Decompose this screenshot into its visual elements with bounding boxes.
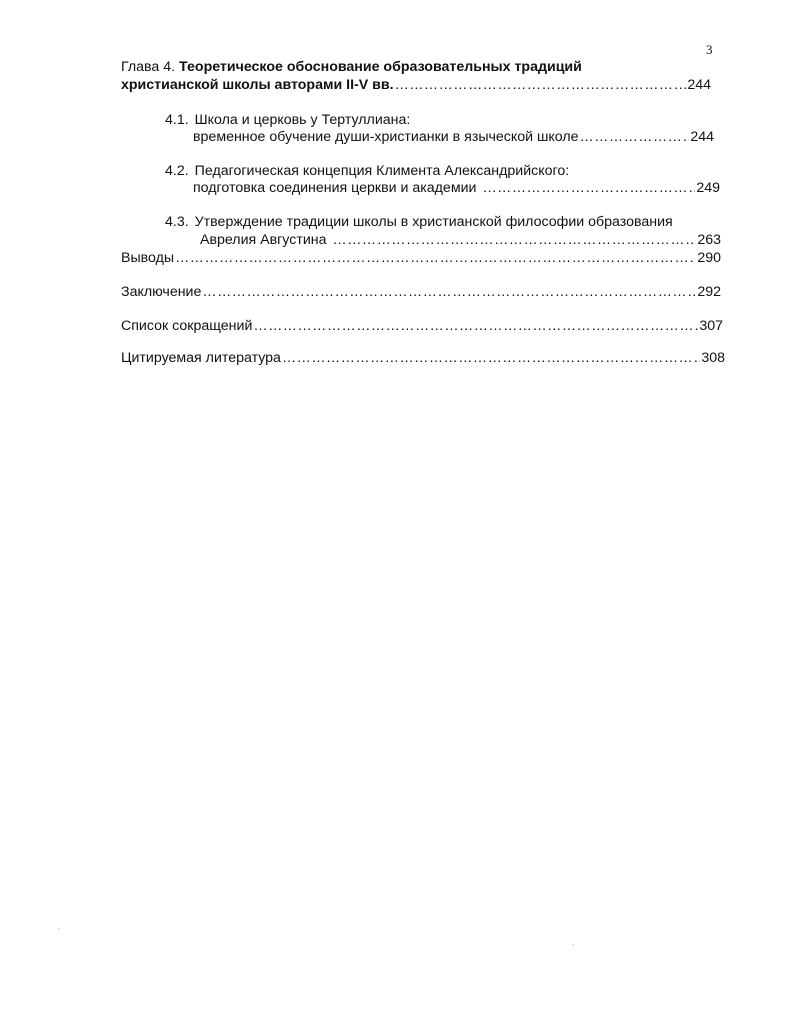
section-page: 263: [697, 232, 721, 248]
dot-leader: [202, 284, 696, 301]
scan-speck: [573, 944, 574, 945]
entry-page: 292: [697, 284, 721, 300]
chapter-4-heading-line1: [121, 59, 582, 76]
section-title: Педагогическая концепция Климента Александрийского:: [194, 163, 570, 179]
chapter-4-heading-line2: [121, 77, 711, 94]
page-number: 3: [706, 42, 713, 57]
dot-leader: [333, 232, 697, 249]
section-4-2-line1: [165, 163, 569, 180]
dot-leader: [580, 129, 690, 146]
entry-title: Цитируемая литература: [121, 350, 281, 366]
toc-entry-abbreviations: [121, 318, 723, 335]
chapter-4-page: 244: [687, 77, 711, 93]
entry-title: Заключение: [121, 284, 202, 300]
section-4-1-line2: [193, 129, 714, 146]
section-title: Утверждение традиции школы в христианской философии образования: [194, 214, 673, 230]
entry-title: Выводы: [121, 250, 175, 266]
section-page: 249: [696, 180, 720, 196]
dot-leader: [282, 350, 700, 367]
section-4-1-line1: [165, 112, 410, 129]
section-title-continued: Аврелия Августина: [200, 232, 327, 248]
chapter-4-prefix: Глава 4.: [121, 59, 180, 75]
section-title-continued: временное обучение души-христианки в языческой школе: [193, 129, 579, 145]
chapter-4-title-line2: христианской школы авторами II-V вв.: [121, 77, 394, 93]
chapter-4-title-line1: Теоретическое обоснование образовательных традиций: [179, 59, 582, 75]
section-4-3-line2: [200, 232, 721, 249]
entry-page: 290: [697, 250, 721, 266]
section-4-3-line1: [165, 214, 673, 231]
entry-title: Список сокращений: [121, 318, 253, 334]
toc-entry-final-conclusion: [121, 284, 721, 301]
toc-entry-conclusions: [121, 250, 721, 267]
section-number: 4.3.: [165, 214, 189, 230]
section-number: 4.2.: [165, 163, 189, 179]
scan-speck: [58, 928, 59, 929]
section-title-continued: подготовка соединения церкви и академии: [193, 180, 477, 196]
entry-page: 307: [699, 318, 723, 334]
section-title: Школа и церковь у Тертуллиана:: [194, 112, 411, 128]
toc-entry-cited-literature: [121, 350, 725, 367]
section-page: 244: [690, 129, 714, 145]
dot-leader: [395, 77, 687, 94]
entry-page: 308: [701, 350, 725, 366]
section-number: 4.1.: [165, 112, 189, 128]
dot-leader: [253, 318, 698, 335]
section-4-2-line2: [193, 180, 720, 197]
dot-leader: [175, 250, 693, 267]
dot-leader: [482, 180, 695, 197]
